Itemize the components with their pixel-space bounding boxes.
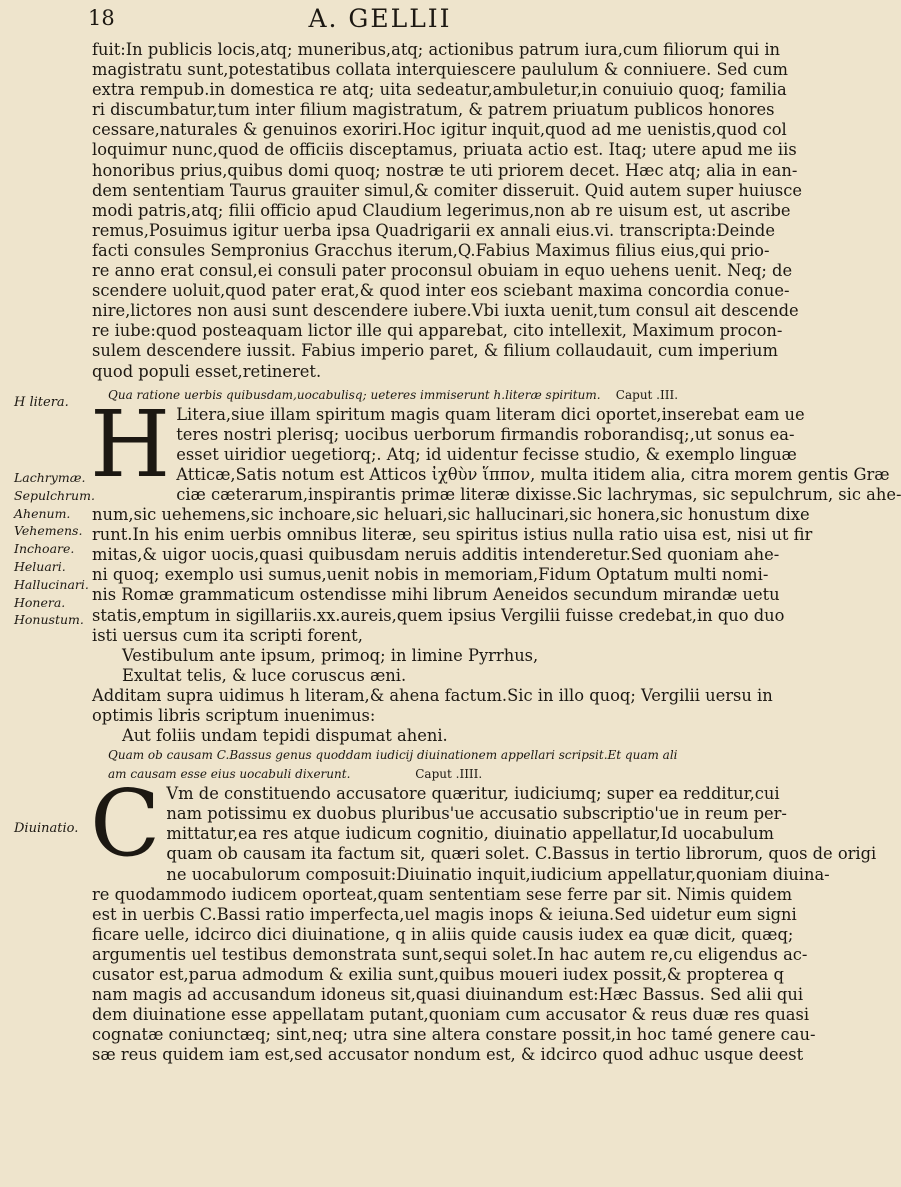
text-line: loquimur nunc,quod de officiis disceptamus, priuata actio est. Itaq; utere apud me iis [92, 140, 797, 160]
text-line: Vm de constituendo accusatore quæritur, iudiciumq; super ea redditur,cui [166, 784, 780, 804]
text-line: est in uerbis C.Bassi ratio imperfecta,uel magis inops & ieiuna.Sed uidetur eum signi [92, 904, 797, 924]
text-line: runt.In his enim uerbis omnibus literæ, seu spiritus istius nulla ratio uisa est, nisi ut fir [92, 525, 813, 545]
chapter-4-heading-line-1: Quam ob causam C.Bassus genus quoddam iudicij diuinationem appellari scripsit.Et quam ali [108, 748, 678, 763]
margin-word: Honustum. [14, 612, 84, 628]
verse-line: Aut foliis undam tepidi dispumat aheni. [122, 726, 448, 746]
text-line: optimis libris scriptum inuenimus: [92, 706, 376, 725]
text-line: modi patris,atq; filii officio apud Claudium legerimus,non ab re uisum est, ut ascribe [92, 200, 791, 220]
text-line: re anno erat consul,ei consuli pater proconsul obuiam in equo uehens uenit. Neq; de [92, 261, 793, 281]
text-line: quam ob causam ita factum sit, quæri solet. C.Bassus in tertio librorum, quos de origi [166, 844, 877, 864]
text-line: remus,Posuimus igitur uerba ipsa Quadrigarii ex annali eius.vi. transcripta:Deinde [92, 220, 775, 240]
text-line: sulem descendere iussit. Fabius imperio paret, & filium collaudauit, cum imperium [92, 341, 778, 361]
text-line: Litera,siue illam spiritum magis quam literam dici oportet,inserebat eam ue [176, 404, 805, 424]
verse-line: Vestibulum ante ipsum, primoq; in limine Pyrrhus, [122, 645, 539, 665]
margin-note-diuinatio: Diuinatio. [14, 821, 79, 836]
margin-word: Vehemens. [14, 523, 83, 539]
text-line: ne uocabulorum composuit:Diuinatio inquit,iudicium appellatur,quoniam diuina- [166, 864, 830, 884]
text-line: ciæ cæterarum,inspirantis primæ literæ dixisse.Sic lachrymas, sic sepulchrum, sic ahe- [176, 484, 901, 504]
drop-cap-h: H [90, 390, 171, 498]
section-continued-text [92, 40, 803, 382]
text-line: Atticæ,Satis notum est Atticos ἰχθὺν ἵππον, multa itidem alia, citra morem gentis Græ [176, 464, 890, 484]
text-line: esset uiridior uegetiorq;. Atq; id uidentur fecisse studio, & exemplo linguæ [176, 444, 797, 464]
text-line: teres nostri plerisq; uocibus uerborum firmandis roborandisq;,ut sonus ea- [176, 424, 795, 444]
margin-word: Honera. [14, 594, 66, 610]
text-line: ficare uelle, idcirco dici diuinatione, q in aliis quide causis iudex ea quæ dicit, quæq; [92, 924, 794, 944]
chapter-4-heading-line-2 [92, 765, 670, 784]
chapter-4-caption-end: am causam esse eius uocabuli dixerunt. [108, 767, 351, 782]
margin-word: Sepulchrum. [14, 487, 95, 503]
text-line: mitas,& uigor uocis,quasi quibusdam neruis additis intenderetur.Sed quoniam ahe- [92, 545, 780, 565]
text-line: honoribus prius,quibus domi quoq; nostræ te uti priorem decet. Hæc atq; alia in ean- [92, 160, 798, 180]
text-line: cessare,naturales & genuinos exoriri.Hoc igitur inquit,quod ad me uenistis,quod col [92, 120, 787, 140]
text-line: mittatur,ea res atque iudicum cognitio, diuinatio appellatur,Id uocabulum [166, 824, 774, 844]
margin-word: Heluari. [14, 558, 66, 574]
verse-line: Exultat telis, & luce coruscus æni. [122, 665, 407, 685]
text-line: nam magis ad accusandum idoneus sit,quasi diuinandum est:Hæc Bassus. Sed alii qui [92, 985, 804, 1005]
margin-word: Ahenum. [14, 505, 71, 521]
chapter-4-number: Caput .IIII. [415, 767, 483, 782]
text-line: num,sic uehemens,sic inchoare,sic heluari,sic hallucinari,sic honera,sic honustum dixe [92, 505, 810, 525]
text-line: dem diuinatione esse appellatam putant,quoniam cum accusator & reus duæ res quasi [92, 1005, 810, 1025]
chapter-3-caption: Qua ratione uerbis quibusdam,uocabulisq; ueteres immiserunt h.literæ spiritum. [108, 387, 601, 402]
text-line: re iube:quod posteaquam lictor ille qui apparebat, cito intellexit, Maximum procon- [92, 321, 783, 341]
page-number: 18 [88, 6, 115, 30]
margin-word: Inchoare. [14, 541, 75, 557]
text-line: quod populi esset,retineret. [92, 361, 322, 381]
text-line: nire,lictores non ausi sunt descendere iubere.Vbi iuxta uenit,tum consul ait descende [92, 301, 799, 321]
text-line: magistratu sunt,potestatibus collata interquiescere paululum & conniuere. Sed cum [92, 60, 788, 80]
text-line: nam potissimu ex duobus pluribus'ue accusatio subscriptio'ue in reum per- [166, 804, 787, 824]
text-line: isti uersus cum ita scripti forent, [92, 625, 363, 645]
text-line: extra rempub.in domestica re atq; uita sedeatur,ambuletur,in conuiuio quoq; familia [92, 80, 787, 100]
text-line: Additam supra uidimus h literam,& ahena factum.Sic in illo quoq; Vergilii uersu in [92, 685, 773, 705]
text-line: re quodammodo iudicem oporteat,quam sententiam sese ferre par sit. Nimis quidem [92, 884, 793, 904]
margin-word: Hallucinari. [14, 576, 89, 592]
drop-cap-c: C [90, 770, 161, 878]
main-text-block [90, 40, 901, 1066]
chapter-3-heading [92, 386, 679, 405]
chapter-3-number: Caput .III. [615, 387, 679, 402]
margin-note-h-litera: H litera. [14, 395, 69, 410]
text-line: ni quoq; exemplo usi sumus,uenit nobis in memoriam,Fidum Optatum multi nomi- [92, 565, 769, 585]
text-line: statis,emptum in sigillariis.xx.aureis,quem ipsius Vergilii fuisse credebat,in quo duo [92, 605, 785, 625]
text-line: dem sententiam Taurus grauiter simul,& comiter disseruit. Quid autem super huiusce [92, 180, 803, 200]
text-line: fuit:In publicis locis,atq; muneribus,atq; actionibus patrum iura,cum filiorum qui in [92, 40, 781, 59]
text-line: facti consules Sempronius Gracchus iterum,Q.Fabius Maximus filius eius,qui prio- [92, 240, 770, 260]
margin-word: Lachrymæ. [14, 470, 86, 485]
margin-word-list [14, 469, 95, 629]
text-line: scendere uoluit,quod pater erat,& quod inter eos sciebant maxima concordia conue- [92, 281, 790, 301]
text-line: cognatæ coniunctæq; sint,neq; utra sine altera constare possit,in hoc tamé genere cau- [92, 1025, 816, 1045]
text-line: argumentis uel testibus demonstrata sunt,sequi solet.In hac autem re,cu eligendus ac- [92, 944, 808, 964]
text-line: cusator est,parua admodum & exilia sunt,quibus moueri iudex possit,& propterea q [92, 965, 784, 985]
text-line: sæ reus quidem iam est,sed accusator nondum est, & idcirco quod adhuc usque deest [92, 1045, 804, 1065]
text-line: nis Romæ grammaticum ostendisse mihi librum Aeneidos secundum mirandæ uetu [92, 585, 780, 605]
running-title: A. GELLII [308, 4, 452, 33]
text-line: ri discumbatur,tum inter filium magistratum, & patrem priuatum publicos honores [92, 100, 775, 120]
